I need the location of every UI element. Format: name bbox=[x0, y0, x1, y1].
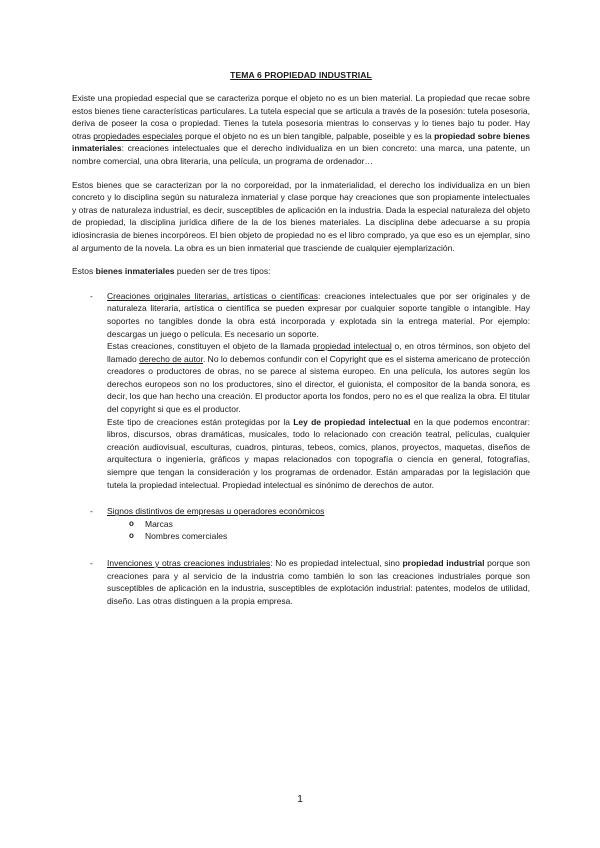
item-paragraph bbox=[107, 416, 530, 492]
underlined-term: propiedad intelectual bbox=[312, 341, 392, 352]
sub-item-marcas bbox=[72, 518, 530, 531]
sub-item-label: Marcas bbox=[145, 518, 173, 529]
underlined-term: Invenciones y otras creaciones industriales bbox=[107, 558, 271, 568]
text-span: porque son creaciones para y al servicio de la industria como también lo son las creaciones industriales porque son susceptibles de aplicación en la industria, susceptibles de explotación industrial: patentes, modelos de utilidad, diseño. Las otras distinguen a la propia empresa. bbox=[107, 558, 530, 606]
circle-bullet: o bbox=[129, 531, 134, 541]
bold-term: propiedad sobre bienes inmateriales bbox=[72, 130, 531, 154]
text-span: : No es propiedad intelectual, sino bbox=[270, 558, 403, 568]
underlined-term: Signos distintivos de empresas u operadores económicos bbox=[107, 506, 325, 517]
underlined-term: propiedades especiales bbox=[93, 130, 183, 141]
item-paragraph bbox=[107, 557, 530, 607]
list-item-signs bbox=[72, 505, 530, 518]
list-item-inventions bbox=[72, 557, 530, 607]
sub-item-nombres bbox=[72, 530, 530, 543]
second-paragraph: Estos bienes que se caracterizan por la no corporeidad, por la inmaterialidad, el derecho los individualiza en un bien concreto y lo disciplina según su naturaleza inmaterial y clase porque hay creaciones que son propiamente intelectuales y otras de naturaleza industrial, es decir, susceptibles de aplicación en la industria. Dada la especial naturaleza del objeto de propiedad, la disciplina jurídica difiere de la de los bienes materiales. La disciplina debe adecuarse a su propia idiosincrasia de bienes incorpóreos. El bien objeto de propiedad no es el libro comprado, ya que eso es un ejemplar, sino al argumento de la novela. La obra es un bien inmaterial que trasciende de cualquier ejemplarización. bbox=[72, 179, 530, 253]
item-paragraph bbox=[107, 505, 530, 518]
text-span: porque el objeto no es un bien tangible, palpable, poseible y es la bbox=[182, 130, 435, 141]
text-span: . No lo debemos confundir con el Copyright que es el sistema americano de protección creadores o productores de obras, no se parece al sistema europeo. En una película, los autores según los derechos europeos son no los productores, sino el director, el guionista, el compositor de la banda sonora, es decir, los que han hecho una creación. El productor aporta los fondos, pero no es el que realiza la obra. El titular del copyright si que es el productor. bbox=[107, 353, 530, 415]
dash-bullet: - bbox=[90, 506, 93, 517]
item-paragraph bbox=[107, 340, 530, 416]
types-intro bbox=[72, 265, 530, 278]
text-span: Estas creaciones, constituyen el objeto de la llamada bbox=[107, 341, 313, 352]
text-span: o, en otros términos, son objeto del llamado bbox=[107, 341, 531, 364]
bold-term: propiedad industrial bbox=[402, 558, 485, 568]
list-item-creations bbox=[72, 290, 530, 492]
page-title: TEMA 6 PROPIEDAD INDUSTRIAL bbox=[230, 70, 372, 80]
sub-item-label: Nombres comerciales bbox=[145, 531, 228, 542]
text-span: en la que podemos encontrar: libros, discursos, obras dramáticas, musicales, todo lo relacionado con creación teatral, películas, cualquier creación audiovisual, esculturas, cuadros, pinturas, tebeos, comics, planos, proyectos, maquetas, diseños de arquitectura o ingeniería, gráficos y mapas relacionados con topografía o ciencia en general, fotografías, siempre que tengan la consideración y los programas de ordenador. Están amparadas por la legislación que tutela la propiedad intelectual. Propiedad intelectual es sinónimo de derechos de autor. bbox=[107, 416, 530, 490]
text-span: Existe una propiedad especial que se caracteriza porque el objeto no es un bien material. La propiedad que recae sobre estos bienes tiene características particulares. La tutela especial que se articula a través de la posesión: tutela posesoria, deriva de poseer la cosa o propiedad. Tienes la tutela posesoria mientras lo conservas y lo tienes bajo tu poder. Hay otras bbox=[72, 93, 530, 141]
text-span: Estos bbox=[72, 266, 96, 277]
document-page bbox=[72, 70, 530, 607]
text-span: pueden ser de tres tipos: bbox=[174, 266, 271, 277]
text-span: : creaciones intelectuales que el derecho individualiza en un bien concreto: una marca, una patente, un nombre comercial, una obra literaria, una película, un programa de ordenador… bbox=[72, 143, 530, 166]
dash-bullet: - bbox=[90, 290, 93, 301]
item-paragraph bbox=[107, 290, 530, 340]
page-number: 1 bbox=[297, 793, 303, 805]
intro-paragraph bbox=[72, 92, 530, 168]
text-span: Este tipo de creaciones están protegidas por la bbox=[107, 416, 294, 427]
underlined-term: derecho de autor bbox=[139, 353, 203, 364]
circle-bullet: o bbox=[129, 518, 134, 528]
text-span: : creaciones intelectuales que por ser originales y de naturaleza literaria, artística o científica se pueden expresar por cualquier soporte tangible o intangible. Hay soportes no tangibles donde la obra está incorporada y explotada sin la entrega material. Por ejemplo: descargas un juego o película. Es necesario un soporte. bbox=[107, 290, 530, 339]
bold-term: Ley de propiedad intelectual bbox=[293, 416, 411, 427]
bold-term: bienes inmateriales bbox=[95, 266, 175, 277]
dash-bullet: - bbox=[90, 558, 93, 568]
underlined-term: Creaciones originales literarias, artísticas o científicas bbox=[107, 290, 318, 301]
